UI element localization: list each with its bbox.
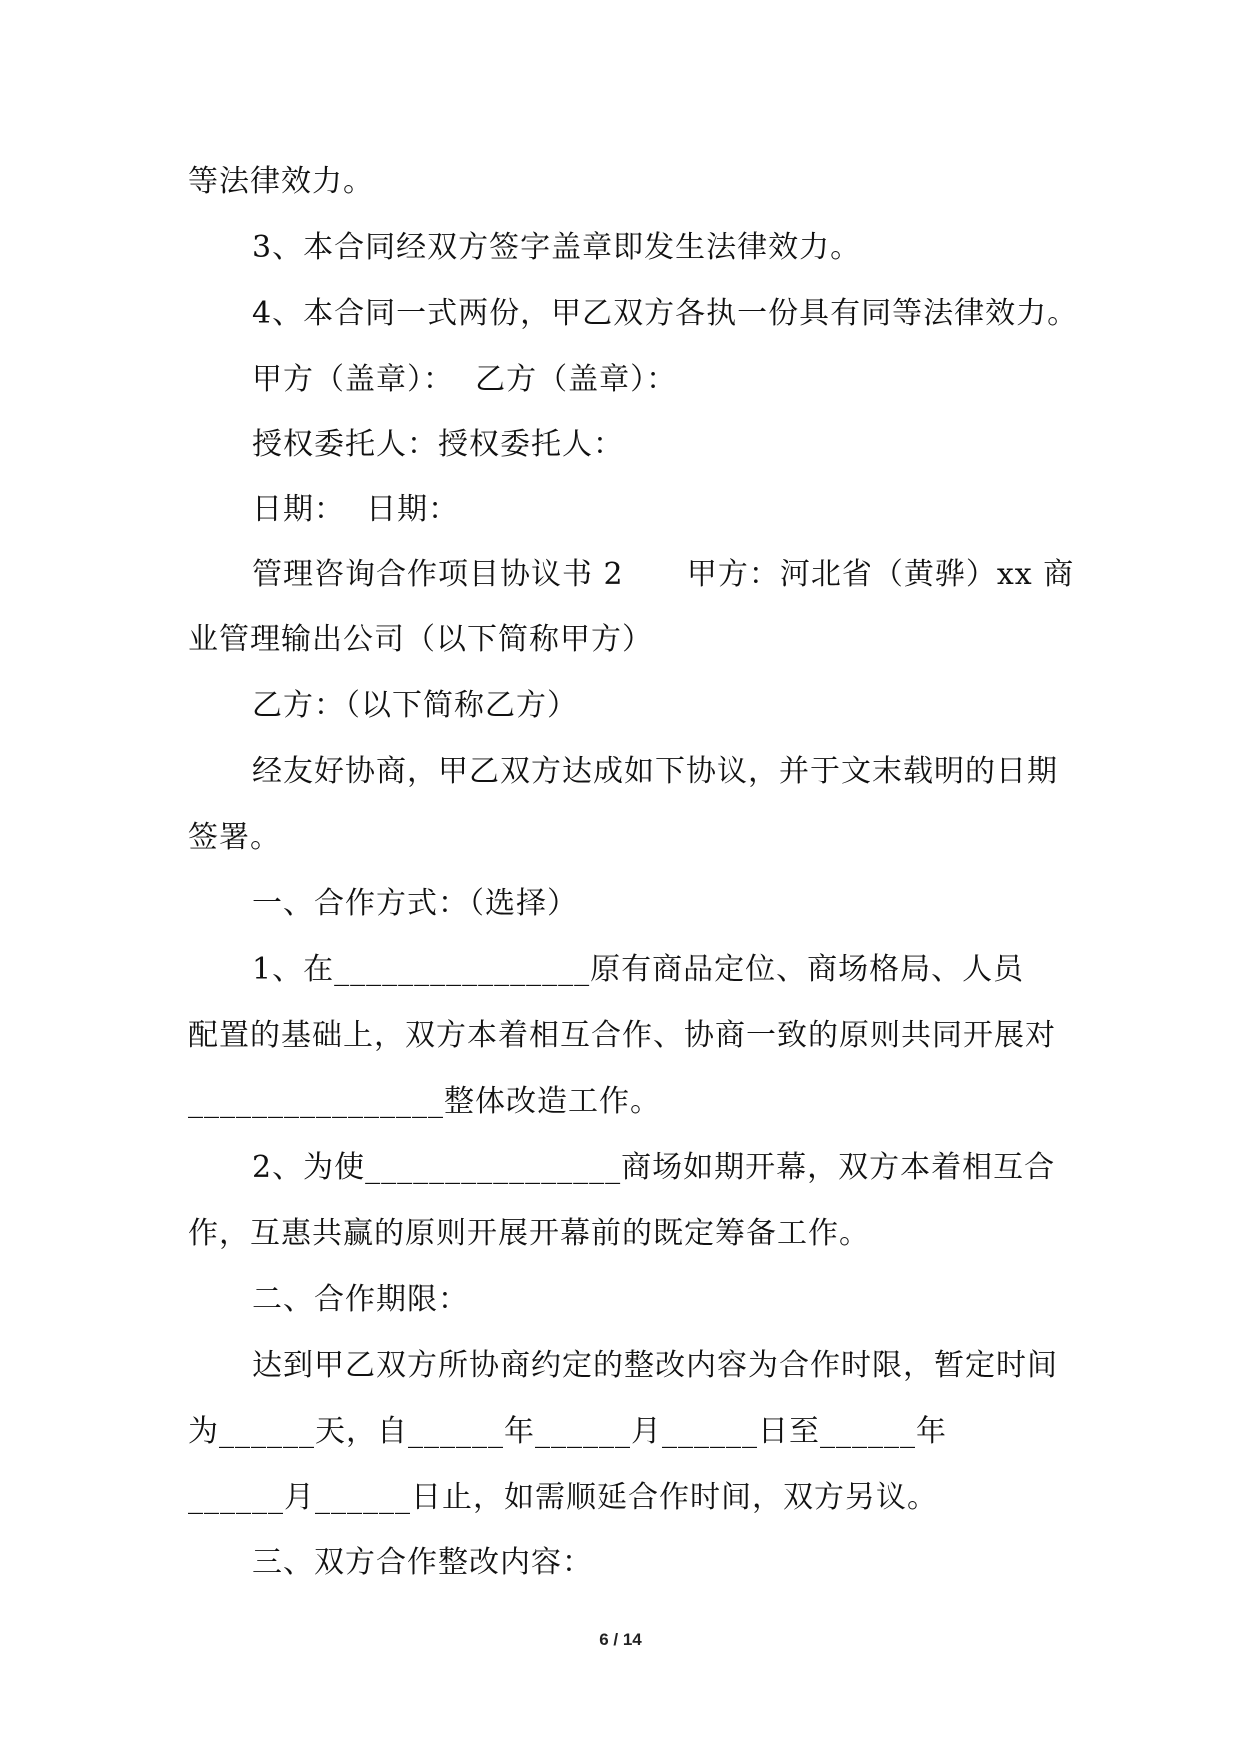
text-line: 配置的基础上，双方本着相互合作、协商一致的原则共同开展对 bbox=[188, 1018, 1056, 1053]
page-number: 6 / 14 bbox=[599, 1630, 642, 1649]
text-line: 1、在________________原有商品定位、商场格局、人员 bbox=[252, 952, 1025, 987]
text-line: 达到甲乙双方所协商约定的整改内容为合作时限，暂定时间 bbox=[252, 1348, 1058, 1383]
text-line: 4、本合同一式两份，甲乙双方各执一份具有同等法律效力。 bbox=[252, 296, 1079, 331]
section-heading: 二、合作期限： bbox=[252, 1282, 469, 1317]
section-heading: 三、双方合作整改内容： bbox=[252, 1545, 593, 1580]
text-line: 日期： 日期： bbox=[252, 492, 460, 527]
text-line: 作，互惠共赢的原则开展开幕前的既定筹备工作。 bbox=[188, 1216, 870, 1251]
text-line: 3、本合同经双方签字盖章即发生法律效力。 bbox=[252, 230, 862, 265]
text-line: 管理咨询合作项目协议书 2 甲方：河北省（黄骅）xx 商 bbox=[252, 557, 1075, 592]
text-line: 授权委托人：授权委托人： bbox=[252, 427, 624, 462]
text-line: 签署。 bbox=[188, 820, 281, 855]
section-heading: 一、合作方式：（选择） bbox=[252, 886, 578, 921]
text-line: 甲方（盖章）： 乙方（盖章）： bbox=[252, 362, 678, 397]
text-line: ________________整体改造工作。 bbox=[188, 1084, 661, 1119]
text-line: 为______天，自______年______月______日至______年 bbox=[188, 1414, 947, 1449]
text-line: 2、为使________________商场如期开幕，双方本着相互合 bbox=[252, 1150, 1056, 1185]
text-line: 乙方：（以下简称乙方） bbox=[252, 688, 578, 723]
text-line: ______月______日止，如需顺延合作时间，双方另议。 bbox=[188, 1480, 938, 1515]
text-line: 经友好协商，甲乙双方达成如下协议，并于文末载明的日期 bbox=[252, 754, 1058, 789]
text-line: 业管理输出公司（以下简称甲方） bbox=[188, 622, 653, 657]
text-line: 等法律效力。 bbox=[188, 164, 374, 199]
